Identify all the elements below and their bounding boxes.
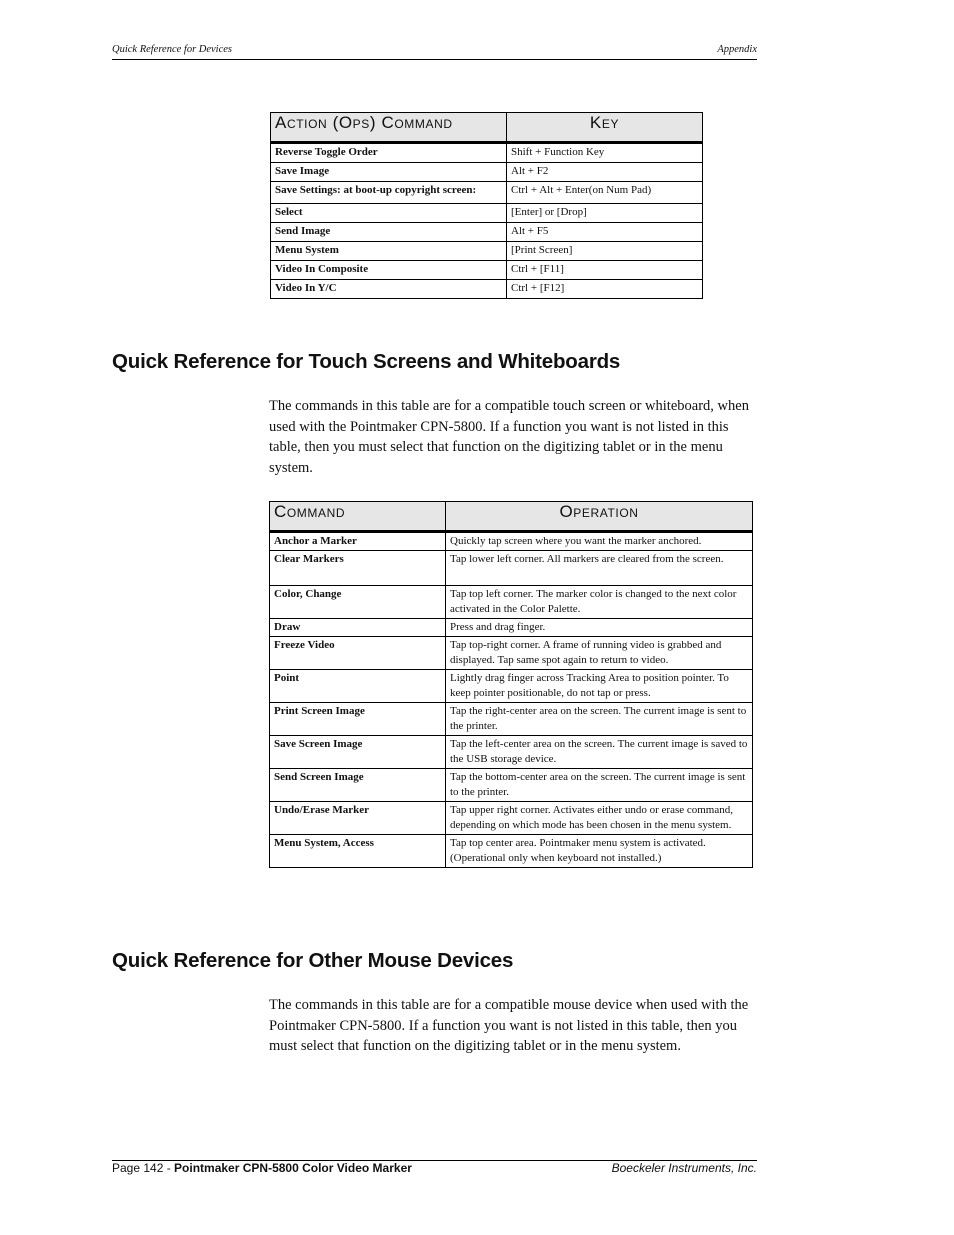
table-row xyxy=(270,637,753,670)
command-cell: Freeze Video xyxy=(270,637,446,670)
command-cell: Select xyxy=(271,204,507,223)
key-cell: [Enter] or [Drop] xyxy=(507,204,703,223)
operation-cell: Lightly drag finger across Tracking Area to position pointer. To keep pointer positionable, do not tap or press. xyxy=(446,670,753,703)
operation-cell: Tap the right-center area on the screen. The current image is sent to the printer. xyxy=(446,703,753,736)
command-cell: Print Screen Image xyxy=(270,703,446,736)
command-cell: Clear Markers xyxy=(270,551,446,586)
footer-company: Boeckeler Instruments, Inc. xyxy=(611,1161,757,1175)
table-row xyxy=(271,261,703,280)
command-cell: Reverse Toggle Order xyxy=(271,143,507,163)
operation-cell: Tap the left-center area on the screen. The current image is saved to the USB storage device. xyxy=(446,736,753,769)
touch-command-table xyxy=(269,501,753,868)
touch-section-intro: The commands in this table are for a compatible touch screen or whiteboard, when used with the Pointmaker CPN-5800. If a function you want is not listed in this table, then you must select that function on the digitizing tablet or in the menu system. xyxy=(269,398,749,476)
touch-section-heading: Quick Reference for Touch Screens and Whiteboards xyxy=(112,350,621,373)
operation-cell: Tap upper right corner. Activates either undo or erase command, depending on which mode has been chosen in the menu system. xyxy=(446,802,753,835)
key-cell: [Print Screen] xyxy=(507,242,703,261)
command-cell: Video In Composite xyxy=(271,261,507,280)
keyboard-command-table xyxy=(270,112,703,299)
table-row xyxy=(270,670,753,703)
mouse-section-heading: Quick Reference for Other Mouse Devices xyxy=(112,949,514,972)
command-cell: Point xyxy=(270,670,446,703)
operation-cell: Tap top-right corner. A frame of running video is grabbed and displayed. Tap same spot again to return to video. xyxy=(446,637,753,670)
command-cell: Draw xyxy=(270,619,446,637)
operation-cell: Press and drag finger. xyxy=(446,619,753,637)
header-chapter: Appendix xyxy=(717,44,757,55)
running-header xyxy=(112,44,757,60)
column-header-command: Action (Ops) Command xyxy=(271,113,507,143)
column-header-key: Key xyxy=(507,113,703,143)
operation-cell: Tap top center area. Pointmaker menu system is activated. (Operational only when keyboard not installed.) xyxy=(446,835,753,868)
page-footer xyxy=(112,1160,757,1175)
table-row xyxy=(270,532,753,551)
table-row xyxy=(271,182,703,204)
footer-page-number: Page 142 - xyxy=(112,1161,175,1175)
table-row xyxy=(271,163,703,182)
command-cell: Save Image xyxy=(271,163,507,182)
command-cell: Undo/Erase Marker xyxy=(270,802,446,835)
table-row xyxy=(271,143,703,163)
table-row xyxy=(271,204,703,223)
command-cell: Menu System xyxy=(271,242,507,261)
table-row xyxy=(270,619,753,637)
table-row xyxy=(270,551,753,586)
header-section-title: Quick Reference for Devices xyxy=(112,44,233,55)
key-cell: Ctrl + [F11] xyxy=(507,261,703,280)
column-header-operation: Operation xyxy=(446,502,753,532)
key-cell: Alt + F2 xyxy=(507,163,703,182)
key-cell: Alt + F5 xyxy=(507,223,703,242)
operation-cell: Quickly tap screen where you want the marker anchored. xyxy=(446,532,753,551)
table-row xyxy=(270,835,753,868)
footer-product-name: Pointmaker CPN-5800 Color Video Marker xyxy=(174,1161,412,1175)
key-cell: Ctrl + [F12] xyxy=(507,280,703,299)
column-header-command: Command xyxy=(270,502,446,532)
command-cell: Menu System, Access xyxy=(270,835,446,868)
table-row xyxy=(270,802,753,835)
table-row xyxy=(270,703,753,736)
command-cell: Color, Change xyxy=(270,586,446,619)
operation-cell: Tap the bottom-center area on the screen. The current image is sent to the printer. xyxy=(446,769,753,802)
command-cell: Save Screen Image xyxy=(270,736,446,769)
key-cell: Ctrl + Alt + Enter(on Num Pad) xyxy=(507,182,703,204)
table-row xyxy=(270,769,753,802)
command-cell: Video In Y/C xyxy=(271,280,507,299)
table-row xyxy=(271,223,703,242)
table-row xyxy=(271,280,703,299)
operation-cell: Tap lower left corner. All markers are cleared from the screen. xyxy=(446,551,753,586)
command-cell: Send Image xyxy=(271,223,507,242)
command-cell: Save Settings: at boot-up copyright screen: xyxy=(271,182,507,204)
table-row xyxy=(271,242,703,261)
key-cell: Shift + Function Key xyxy=(507,143,703,163)
operation-cell: Tap top left corner. The marker color is changed to the next color activated in the Color Palette. xyxy=(446,586,753,619)
table-row xyxy=(270,736,753,769)
table-row xyxy=(270,586,753,619)
mouse-section-intro: The commands in this table are for a compatible mouse device when used with the Pointmaker CPN-5800. If a function you want is not listed in this table, then you must select that function on the digitizing tablet or in the menu system. xyxy=(269,997,749,1054)
command-cell: Anchor a Marker xyxy=(270,532,446,551)
footer-page-info xyxy=(112,1161,412,1175)
command-cell: Send Screen Image xyxy=(270,769,446,802)
